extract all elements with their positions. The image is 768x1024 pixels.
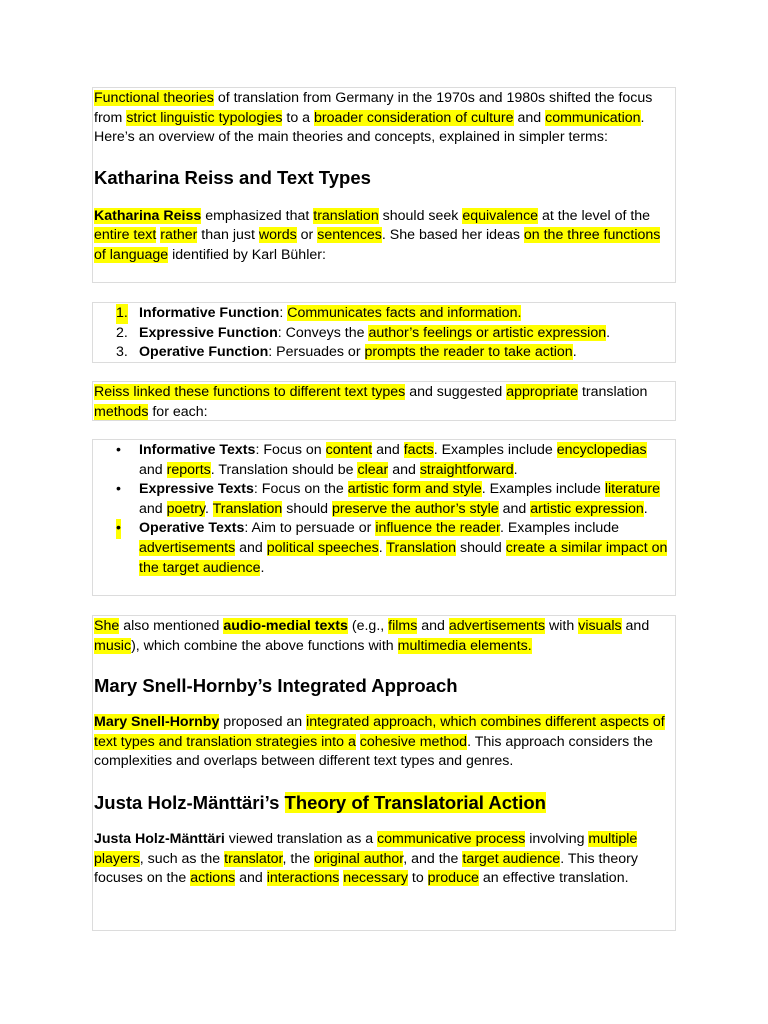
highlighted-text: music bbox=[94, 637, 132, 654]
highlighted-text: target audience bbox=[462, 850, 561, 867]
highlighted-text: poetry bbox=[166, 500, 206, 517]
text-run: . Translation should be bbox=[210, 461, 358, 478]
audio-paragraph bbox=[94, 617, 674, 656]
list-item bbox=[94, 441, 674, 480]
functions-list-block bbox=[92, 302, 676, 363]
text-run: emphasized that bbox=[201, 207, 314, 224]
text-run: at the level of the bbox=[538, 207, 651, 224]
highlighted-text: strict linguistic typologies bbox=[126, 109, 283, 126]
text-run: : Persuades or bbox=[268, 344, 365, 361]
highlighted-text: interactions bbox=[266, 870, 340, 887]
list-item bbox=[94, 480, 674, 519]
highlighted-text: straightforward bbox=[419, 461, 514, 478]
highlighted-text: Theory of Translatorial Action bbox=[284, 791, 546, 813]
list-item-text bbox=[139, 344, 577, 360]
text-run: Expressive Texts bbox=[139, 481, 254, 498]
text-run: : Focus on bbox=[255, 442, 326, 458]
highlighted-text: reports bbox=[166, 461, 211, 478]
list-number: 1. bbox=[116, 304, 128, 324]
highlighted-text: Reiss linked these functions to different text types bbox=[94, 384, 406, 400]
highlighted-text: appropriate bbox=[506, 384, 578, 400]
text-run: involving bbox=[525, 830, 589, 847]
snell-paragraph bbox=[94, 713, 674, 772]
highlighted-text: content bbox=[325, 442, 373, 458]
text-run: than just bbox=[197, 227, 259, 244]
highlighted-text: translation bbox=[313, 207, 379, 224]
text-run: and bbox=[498, 500, 531, 517]
text-run: Justa Holz-Mänttäri bbox=[94, 830, 225, 847]
text-run: and suggested bbox=[405, 384, 507, 400]
highlighted-text: sentences bbox=[317, 227, 382, 244]
text-run: also mentioned bbox=[119, 618, 224, 634]
text-run: and bbox=[621, 618, 650, 634]
text-run: or bbox=[296, 227, 318, 244]
text-run: . bbox=[378, 539, 387, 556]
highlighted-text: author’s feelings or artistic expression bbox=[368, 324, 607, 341]
text-run: translation bbox=[578, 384, 648, 400]
text-run: proposed an bbox=[219, 714, 307, 731]
list-item-text bbox=[139, 481, 660, 517]
highlighted-text: Mary Snell-Hornby bbox=[94, 714, 220, 731]
text-run: . bbox=[572, 344, 577, 361]
heading-snell-hornby bbox=[94, 673, 674, 699]
text-run: : Aim to persuade or bbox=[244, 520, 376, 537]
highlighted-text: films bbox=[388, 618, 418, 634]
highlighted-text: produce bbox=[427, 870, 479, 887]
highlighted-text: integrated approach, which combines different aspects of text types and translation strategies into a bbox=[94, 714, 665, 750]
text-run: Mary Snell-Hornby’s Integrated Approach bbox=[94, 675, 458, 697]
bullet-marker: • bbox=[116, 481, 121, 498]
text-run: , the bbox=[282, 850, 315, 867]
text-run: for each: bbox=[148, 403, 208, 420]
text-run: : bbox=[279, 305, 288, 321]
list-item bbox=[94, 343, 674, 363]
text-run: an effective translation. bbox=[478, 870, 629, 887]
text-run: . bbox=[260, 559, 265, 576]
list-item-text bbox=[139, 305, 521, 321]
highlighted-text: entire text bbox=[94, 227, 157, 244]
text-run: , and the bbox=[403, 850, 463, 867]
section-reiss bbox=[92, 87, 676, 283]
highlighted-text: communication bbox=[545, 109, 641, 126]
text-types-list-block bbox=[92, 439, 676, 596]
highlighted-text: equivalence bbox=[462, 207, 539, 224]
highlighted-text: necessary bbox=[343, 870, 408, 887]
text-run: to a bbox=[282, 109, 315, 126]
highlighted-text: words bbox=[258, 227, 297, 244]
highlighted-text: influence the reader bbox=[375, 520, 500, 537]
text-run: with bbox=[545, 618, 579, 634]
text-run: should bbox=[456, 539, 506, 556]
text-run: and bbox=[235, 870, 267, 887]
highlighted-text: Katharina Reiss bbox=[94, 207, 202, 224]
list-item bbox=[94, 519, 674, 578]
text-run: . This approach considers the complexities and overlaps between different text types and genres. bbox=[94, 733, 653, 770]
highlighted-text: methods bbox=[94, 403, 149, 420]
text-run: . bbox=[643, 500, 648, 517]
text-run: should bbox=[282, 500, 333, 517]
list-item bbox=[94, 324, 674, 344]
text-run: , such as the bbox=[139, 850, 225, 867]
text-run: . bbox=[606, 324, 611, 341]
text-run: Operative Function bbox=[139, 344, 269, 361]
text-run: and bbox=[417, 618, 449, 634]
text-run: Justa Holz-Mänttäri’s bbox=[94, 791, 285, 813]
intro-paragraph bbox=[94, 89, 674, 148]
highlighted-text: broader consideration of culture bbox=[314, 109, 514, 126]
list-item-text bbox=[139, 520, 667, 575]
list-item-text bbox=[139, 442, 647, 478]
text-run: . Here’s an overview of the main theories and concepts, explained in simpler terms: bbox=[94, 109, 645, 146]
text-run: . Examples include bbox=[481, 481, 605, 498]
link-paragraph-block bbox=[92, 381, 676, 421]
highlighted-text: multimedia elements. bbox=[397, 637, 532, 654]
text-run: identified by Karl Bühler: bbox=[168, 246, 326, 263]
text-run: : Conveys the bbox=[277, 324, 369, 341]
text-run: . She based her ideas bbox=[381, 227, 524, 244]
text-run: and bbox=[235, 539, 267, 556]
heading-reiss bbox=[94, 165, 674, 191]
text-run: and bbox=[372, 442, 404, 458]
text-run: . This theory focuses on the bbox=[94, 850, 638, 887]
text-run: : Focus on the bbox=[253, 481, 348, 498]
text-run: Operative Texts bbox=[139, 520, 245, 537]
functions-list bbox=[94, 304, 674, 363]
highlighted-text: original author bbox=[314, 850, 404, 867]
link-paragraph bbox=[94, 383, 674, 422]
highlighted-text: advertisements bbox=[139, 539, 236, 556]
list-number: 3. bbox=[116, 344, 128, 361]
highlighted-text: communicative process bbox=[377, 830, 526, 847]
text-run: . bbox=[205, 500, 213, 517]
highlighted-text: actions bbox=[190, 870, 236, 887]
text-run: (e.g., bbox=[347, 618, 389, 634]
highlighted-text: audio-medial texts bbox=[223, 618, 348, 634]
text-run: and bbox=[513, 109, 546, 126]
highlighted-text: visuals bbox=[578, 618, 622, 634]
text-run: of translation from Germany in the 1970s and 1980s shifted the focus from bbox=[94, 90, 653, 126]
heading-holz-manttari bbox=[94, 790, 674, 816]
list-number: 2. bbox=[116, 324, 128, 341]
text-run: . Examples include bbox=[433, 442, 557, 458]
highlighted-text: advertisements bbox=[448, 618, 546, 634]
text-run: . Examples include bbox=[499, 520, 620, 537]
text-run: and bbox=[388, 461, 420, 478]
highlighted-text: facts bbox=[403, 442, 434, 458]
section-snell-holz bbox=[92, 615, 676, 931]
text-types-list bbox=[94, 441, 674, 578]
reiss-paragraph bbox=[94, 207, 674, 266]
highlighted-text: multiple players bbox=[94, 830, 638, 867]
highlighted-text: Communicates facts and information. bbox=[287, 305, 522, 321]
highlighted-text: create a similar impact on the target audience bbox=[139, 539, 668, 576]
highlighted-text: Translation bbox=[212, 500, 283, 517]
list-item bbox=[94, 304, 674, 324]
highlighted-text: Translation bbox=[386, 539, 457, 556]
highlighted-text: artistic form and style bbox=[347, 481, 482, 498]
highlighted-text: encyclopedias bbox=[556, 442, 647, 458]
highlighted-text: political speeches bbox=[266, 539, 379, 556]
highlighted-text: rather bbox=[160, 227, 198, 244]
highlighted-text: translator bbox=[224, 850, 283, 867]
text-run: viewed translation as a bbox=[224, 830, 378, 847]
highlighted-text: clear bbox=[357, 461, 389, 478]
highlighted-text: prompts the reader to take action bbox=[364, 344, 573, 361]
holz-paragraph bbox=[94, 830, 674, 889]
bullet-marker: • bbox=[116, 442, 121, 458]
highlighted-text: artistic expression bbox=[530, 500, 644, 517]
text-run: ), which combine the above functions with bbox=[131, 637, 398, 654]
text-run: Informative Texts bbox=[139, 442, 256, 458]
bullet-marker: • bbox=[116, 519, 121, 539]
highlighted-text: on the three functions of language bbox=[94, 227, 661, 263]
text-run: Expressive Function bbox=[139, 324, 278, 341]
text-run: Informative Function bbox=[139, 305, 280, 321]
highlighted-text: preserve the author’s style bbox=[332, 500, 499, 517]
text-run: and bbox=[139, 500, 167, 517]
text-run: . bbox=[513, 461, 518, 478]
highlighted-text: She bbox=[94, 618, 120, 634]
list-item-text bbox=[139, 325, 610, 341]
text-run: Katharina Reiss and Text Types bbox=[94, 166, 371, 188]
highlighted-text: cohesive method bbox=[359, 733, 468, 750]
highlighted-text: literature bbox=[604, 481, 661, 498]
highlighted-text: Functional theories bbox=[94, 90, 214, 106]
text-run: and bbox=[139, 461, 167, 478]
text-run: should seek bbox=[378, 207, 463, 224]
text-run: to bbox=[407, 870, 428, 887]
